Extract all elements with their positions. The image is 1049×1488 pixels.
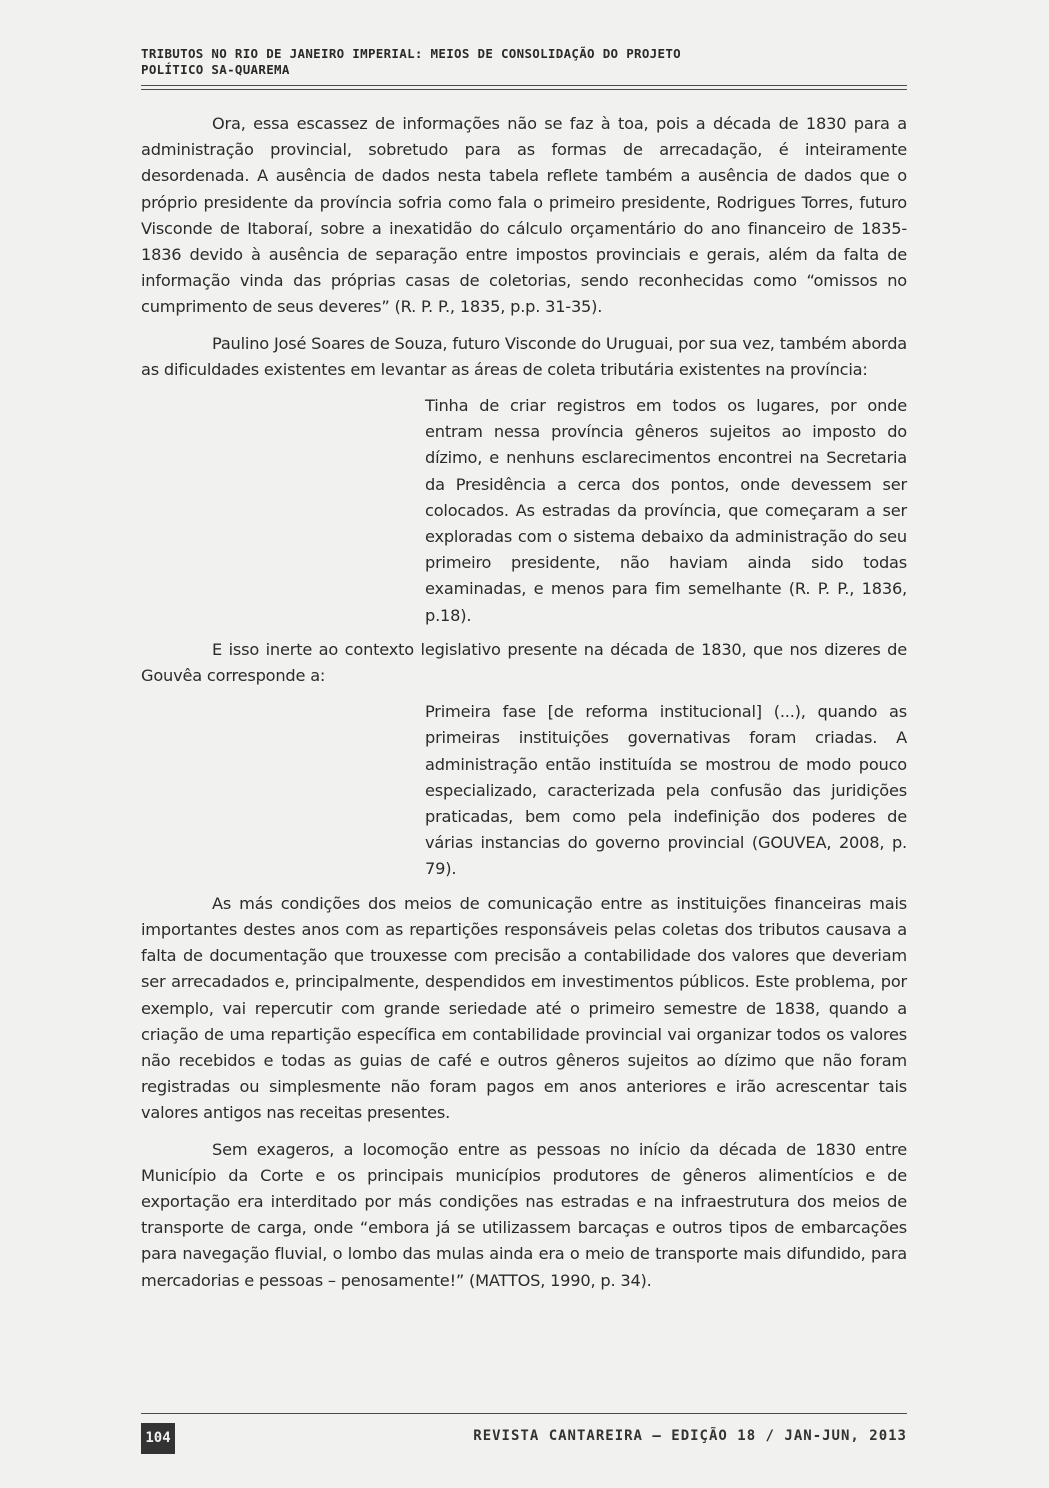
paragraph-5: Sem exageros, a locomoção entre as pessoas no início da década de 1830 entre Município da Corte e os principais municípios produtores de gêneros alimentícios e de exportação era interditado por más condições nas estradas e na infraestrutura dos meios de transporte de carga, onde “embora já se utilizassem barcaças e outros tipos de embarcações para navegação fluvial, o lombo das mulas ainda era o meio de transporte mais difundido, para mercadorias e pessoas – penosamente!” (MATTOS, 1990, p. 34). xyxy=(141,1139,907,1290)
running-header: TRIBUTOS NO RIO DE JANEIRO IMPERIAL: MEIOS DE CONSOLIDAÇÃO DO PROJETO POLÍTICO SA-QUAREMA xyxy=(141,46,681,77)
header-rule-top xyxy=(141,85,907,86)
header-rule-bottom xyxy=(141,89,907,90)
paragraph-1: Ora, essa escassez de informações não se faz à toa, pois a década de 1830 para a administração provincial, sobretudo para as formas de arrecadação, é inteiramente desordenada. A ausência de dados nesta tabela reflete também a ausência de dados que o próprio presidente da província sofria como fala o primeiro presidente, Rodrigues Torres, futuro Visconde de Itaboraí, sobre a inexatidão do cálculo orçamentário do ano financeiro de 1835-1836 devido à ausência de separação entre impostos provinciais e gerais, além da falta de informação vinda das próprias casas de coletorias, sendo reconhecidas como “omissos no cumprimento de seus deveres” (R. P. P., 1835, p.p. 31-35). xyxy=(141,114,907,317)
footer-rule xyxy=(141,1413,907,1414)
block-quote-1: Tinha de criar registros em todos os lugares, por onde entram nessa província gêneros sujeitos ao imposto do dízimo, e nenhuns esclarecimentos encontrei na Secretaria da Presidência a cerca dos pontos, onde devessem ser colocados. As estradas da província, que começaram a ser exploradas com o sistema debaixo da administração do seu primeiro presidente, não haviam ainda sido todas examinadas, e menos para fim semelhante (R. P. P., 1836, p.18). xyxy=(425,396,907,625)
paragraph-4: As más condições dos meios de comunicação entre as instituições financeiras mais importantes destes anos com as repartições responsáveis pelas coletas dos tributos causava a falta de documentação que trouxesse com precisão a contabilidade dos valores que deveriam ser arrecadados e, principalmente, despendidos em investimentos públicos. Este problema, por exemplo, vai repercutir com grande seriedade até o primeiro semestre de 1838, quando a criação de uma repartição específica em contabilidade provincial vai organizar todos os valores não recebidos e todas as guias de café e outros gêneros sujeitos ao dízimo que não foram registradas ou simplesmente não foram pagos em anos anteriores e irão acrescentar tais valores antigos nas receitas presentes. xyxy=(141,893,907,1123)
paragraph-2: Paulino José Soares de Souza, futuro Visconde do Uruguai, por sua vez, também aborda as dificuldades existentes em levantar as áreas de coleta tributária existentes na província: xyxy=(141,333,907,379)
article-body xyxy=(141,111,907,1304)
paragraph-3: E isso inerte ao contexto legislativo presente na década de 1830, que nos dizeres de Gouvêa corresponde a: xyxy=(141,639,907,686)
page-number: 104 xyxy=(141,1423,175,1454)
journal-edition: REVISTA CANTAREIRA – EDIÇÃO 18 / JAN-JUN, 2013 xyxy=(473,1428,907,1444)
block-quote-2: Primeira fase [de reforma institucional] (...), quando as primeiras instituições governativas foram criadas. A administração então instituída se mostrou de modo pouco especializado, caracterizada pela confusão das juridições praticadas, bem como pela indefinição dos poderes de várias instancias do governo provincial (GOUVEA, 2008, p. 79). xyxy=(425,702,907,879)
